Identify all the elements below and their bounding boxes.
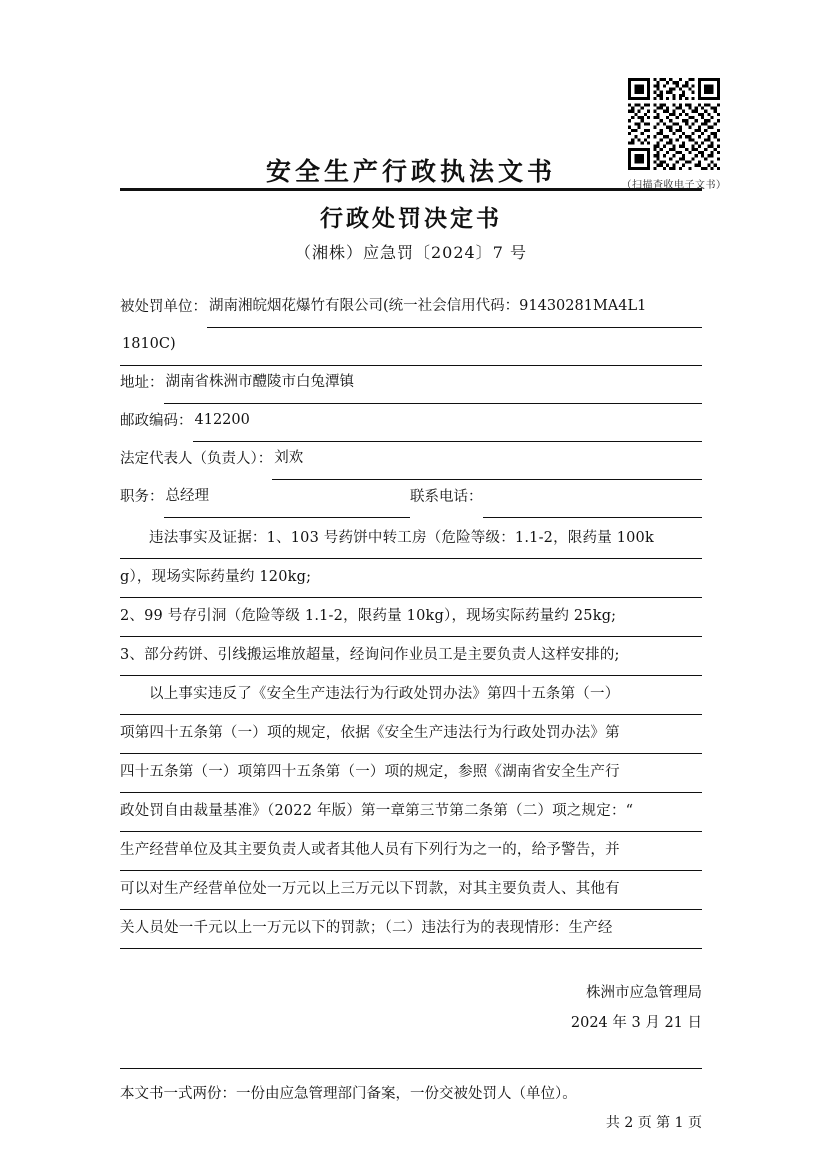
field-label-phone: 联系电话：: [410, 489, 483, 505]
field-label-postcode: 邮政编码：: [120, 413, 193, 429]
title-divider: [120, 188, 702, 191]
body-line: 四十五条第（一）项第四十五条第（一）项的规定，参照《湖南省安全生产行: [120, 754, 702, 793]
footer-note: 本文书一式两份：一份由应急管理部门备案，一份交被处罚人（单位）。: [120, 1086, 577, 1102]
field-label-duty: 职务：: [120, 489, 164, 505]
field-duty: [120, 477, 410, 518]
page-number: 共 2 页 第 1 页: [605, 1115, 702, 1131]
field-punished-unit-cont: [120, 328, 702, 366]
field-value-address[interactable]: 湖南省株洲市醴陵市白兔潭镇: [164, 363, 703, 404]
field-row-duty-phone: [120, 480, 702, 518]
violation-body: [120, 520, 702, 949]
field-value-duty[interactable]: 总经理: [164, 477, 411, 518]
body-line: 3、部分药饼、引线搬运堆放超量，经询问作业员工是主要负责人这样安排的;: [120, 637, 702, 676]
issue-date: 2024 年 3 月 21 日: [570, 1015, 702, 1031]
field-value-punished-unit[interactable]: 湖南湘皖烟花爆竹有限公司(统一社会信用代码：91430281MA4L1: [207, 287, 702, 328]
document-number: （湘株）应急罚〔2024〕7 号: [295, 243, 527, 262]
document-subtitle: 行政处罚决定书: [320, 205, 502, 232]
body-line: 2、99 号存引洞（危险等级 1.1-2，限药量 10kg），现场实际药量约 25kg;: [120, 598, 702, 637]
field-postcode: [120, 404, 702, 442]
body-line: 关人员处一千元以上一万元以下的罚款；（二）违法行为的表现情形：生产经: [120, 910, 702, 949]
body-line: 违法事实及证据：1、103 号药饼中转工房（危险等级：1.1-2，限药量 100k: [120, 520, 702, 559]
qr-caption: （扫描查收电子文书）: [621, 180, 727, 191]
field-label-punished-unit: 被处罚单位：: [120, 299, 207, 315]
field-punished-unit: [120, 290, 702, 328]
form-fields: [120, 290, 702, 518]
field-value-legal-representative[interactable]: 刘欢: [272, 439, 702, 480]
field-address: [120, 366, 702, 404]
field-legal-representative: [120, 442, 702, 480]
page-title: 安全生产行政执法文书: [265, 157, 556, 186]
signature-block: [0, 978, 702, 1038]
field-label-legal-representative: 法定代表人（负责人）：: [120, 451, 273, 467]
body-line: 可以对生产经营单位处一万元以上三万元以下罚款，对其主要负责人、其他有: [120, 871, 702, 910]
field-phone: [410, 478, 702, 518]
body-line: 生产经营单位及其主要负责人或者其他人员有下列行为之一的，给予警告，并: [120, 832, 702, 871]
field-value-punished-unit-cont[interactable]: 1810C): [120, 325, 702, 366]
footer-divider: [120, 1068, 702, 1069]
field-label-address: 地址：: [120, 375, 164, 391]
body-line: 项第四十五条第（一）项的规定，依据《安全生产违法行为行政处罚办法》第: [120, 715, 702, 754]
body-line: 以上事实违反了《安全生产违法行为行政处罚办法》第四十五条第（一）: [120, 676, 702, 715]
field-value-postcode[interactable]: 412200: [193, 401, 703, 442]
body-line: g），现场实际药量约 120kg;: [120, 559, 702, 598]
body-line: 政处罚自由裁量基准》（2022 年版）第一章第三节第二条第（二）项之规定：“: [120, 793, 702, 832]
field-value-phone[interactable]: [483, 491, 703, 518]
issuing-authority: 株洲市应急管理局: [586, 985, 702, 1001]
